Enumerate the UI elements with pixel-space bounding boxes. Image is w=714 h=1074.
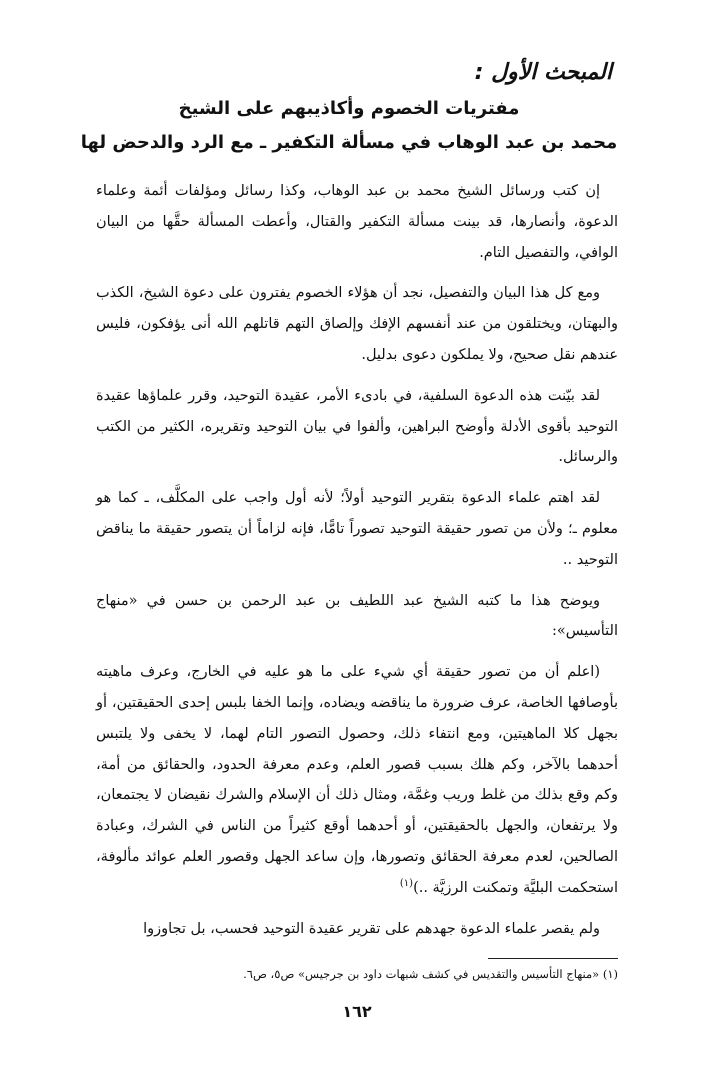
paragraph-intro: إن كتب ورسائل الشيخ محمد بن عبد الوهاب، وكذا رسائل ومؤلفات أئمة وعلماء الدعوة، وأنصارها، قد بينت مسألة التكفير والقتال، وأعطت المسألة حقَّها من البيان الوافي، والتفصيل التام. xyxy=(96,183,618,261)
section-heading: المبحث الأول : xyxy=(474,60,612,85)
chapter-title-line-1: مفتريات الخصوم وأكاذيبهم على الشيخ xyxy=(178,98,520,119)
quote-text: (اعلم أن من تصور حقيقة أي شيء على ما هو عليه في الخارج، وعرف ماهيته بأوصافها الخاصة، عرف ضرورة ما يناقضه ويضاده، وإنما الخفا بلبس إحدى الحقيقتين، أو بجهل كلا الماهيتين، ومع انتفاء ذلك، وحصول التصور التام لهما، لا يخفى ولا يلتبس أحدهما بالآخر، وكم هلك بسبب قصور العلم، وعدم معرفة الحدود، والحقائق من أمة، وكم وقع بذلك من غلط وريب وغمَّة، ومثال ذلك أن الإسلام والشرك نقيضان لا يجتمعان، ولا يرتفعان، والجهل بالحقيقتين، أو أحدهما أوقع كثيراً من الناس في الشرك، وعبادة الصالحين، لعدم معرفة الحقائق وتصورها، وإن ساعد الجهل وقصور العلم عوائد مألوفة، استحكمت البليَّة وتمكنت الرزيَّة ..) xyxy=(96,664,618,896)
paragraph-minhaj-intro: ويوضح هذا ما كتبه الشيخ عبد اللطيف بن عبد الرحمن بن حسن في «منهاج التأسيس»: xyxy=(96,592,618,640)
paragraph-last: ولم يقصر علماء الدعوة جهدهم على تقرير عقيدة التوحيد فحسب، بل تجاوزوا xyxy=(143,920,600,937)
paragraph-opponents: ومع كل هذا البيان والتفصيل، نجد أن هؤلاء الخصوم يفترون على دعوة الشيخ، الكذب والبهتان، ويختلقون من عند أنفسهم الإفك وإلصاق التهم قاتلهم الله أنى يؤفكون، فليس عندهم نقل صحيح، ولا يملكون دعوى بدليل. xyxy=(96,285,618,363)
body-text xyxy=(96,176,618,954)
page-number: ١٦٢ xyxy=(342,1002,372,1021)
footnote: (١) «منهاج التأسيس والتقديس في كشف شبهات داود بن جرجيس» ص٥، ص٦. xyxy=(243,967,618,981)
paragraph-scholars: لقد اهتم علماء الدعوة بتقرير التوحيد أولاً؛ لأنه أول واجب على المكلَّف، ـ كما هو معلوم ـ؛ ولأن من تصور حقيقة التوحيد تصوراً تامًّا، فإنه لزاماً أن يتصور حقيقة ما يناقض التوحيد .. xyxy=(96,490,618,568)
footnote-reference[interactable]: (١) xyxy=(399,877,414,889)
footnote-divider xyxy=(488,958,618,959)
quote-paragraph xyxy=(96,657,618,903)
paragraph-tawhid: لقد بيّنت هذه الدعوة السلفية، في بادىء الأمر، عقيدة التوحيد، وقرر علماؤها عقيدة التوحيد بأقوى الأدلة وأوضح البراهين، وألفوا في بيان التوحيد وتقريره، الكثير من الكتب والرسائل. xyxy=(96,387,618,466)
chapter-title-line-2: محمد بن عبد الوهاب في مسألة التكفير ـ مع الرد والدحض لها xyxy=(80,132,618,153)
chapter-title xyxy=(80,92,618,160)
